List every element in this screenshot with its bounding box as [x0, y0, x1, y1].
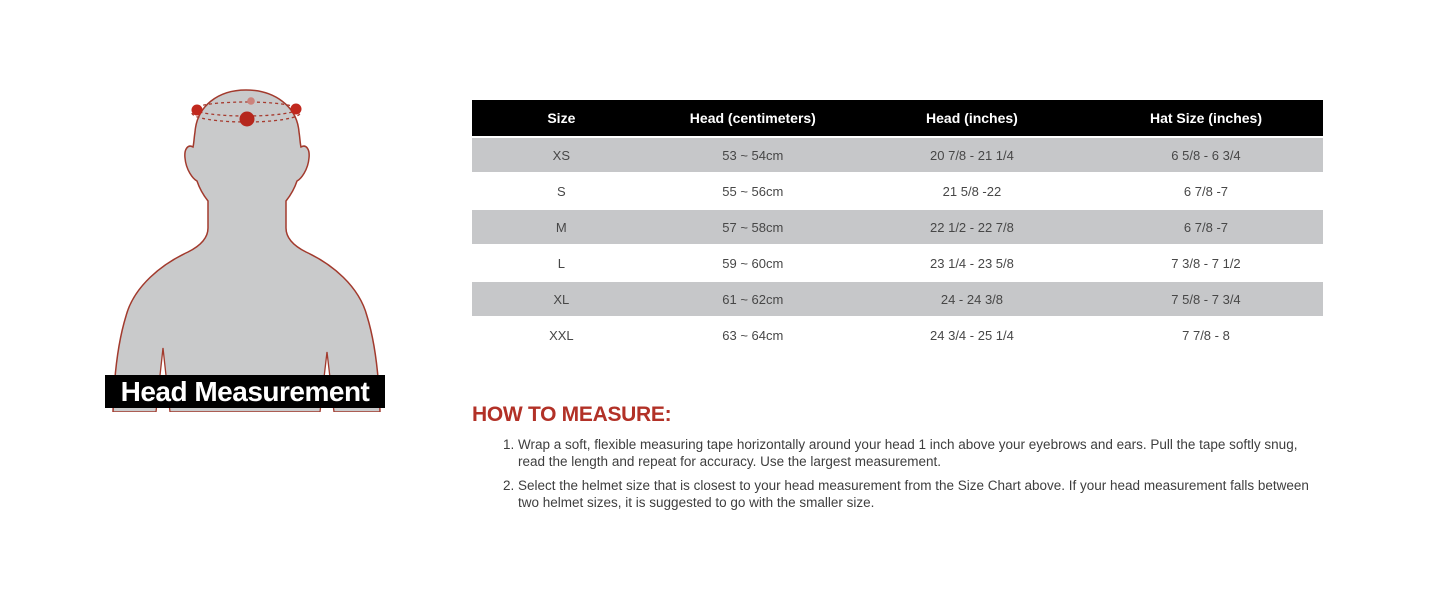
measurement-dot-back — [247, 97, 255, 105]
table-row — [472, 209, 1323, 245]
cell-cm: 63 ~ 64cm — [651, 317, 855, 353]
head-silhouette — [113, 90, 380, 412]
cell-inches: 24 - 24 3/8 — [855, 281, 1089, 317]
cell-cm: 53 ~ 54cm — [651, 137, 855, 173]
column-header-head-cm: Head (centimeters) — [651, 100, 855, 137]
how-to-measure-steps — [472, 436, 1323, 518]
cell-inches: 23 1/4 - 23 5/8 — [855, 245, 1089, 281]
table-row — [472, 281, 1323, 317]
cell-hat: 7 5/8 - 7 3/4 — [1089, 281, 1323, 317]
measure-step-1: 1. Wrap a soft, flexible measuring tape horizontally around your head 1 inch above your eyebrows and ears. Pull the tape softly snug, read the length and repeat for accuracy. Use the largest measurement. — [518, 436, 1323, 470]
cell-size: XS — [472, 137, 651, 173]
cell-hat: 6 5/8 - 6 3/4 — [1089, 137, 1323, 173]
cell-size: M — [472, 209, 651, 245]
column-header-hat-size: Hat Size (inches) — [1089, 100, 1323, 137]
table-row — [472, 317, 1323, 353]
measurement-dot-front — [240, 112, 255, 127]
cell-size: L — [472, 245, 651, 281]
how-to-measure-heading: HOW TO MEASURE: — [472, 403, 672, 426]
cell-hat: 7 3/8 - 7 1/2 — [1089, 245, 1323, 281]
cell-hat: 7 7/8 - 8 — [1089, 317, 1323, 353]
cell-cm: 59 ~ 60cm — [651, 245, 855, 281]
cell-inches: 24 3/4 - 25 1/4 — [855, 317, 1089, 353]
cell-inches: 21 5/8 -22 — [855, 173, 1089, 209]
table-row — [472, 245, 1323, 281]
cell-cm: 55 ~ 56cm — [651, 173, 855, 209]
size-chart — [472, 100, 1323, 354]
cell-cm: 61 ~ 62cm — [651, 281, 855, 317]
cell-inches: 20 7/8 - 21 1/4 — [855, 137, 1089, 173]
cell-hat: 6 7/8 -7 — [1089, 209, 1323, 245]
figure-caption: Head Measurement — [105, 375, 385, 408]
size-chart-table — [472, 100, 1323, 354]
measure-step-2: 2. Select the helmet size that is closest to your head measurement from the Size Chart above. If your head measurement falls between two helmet sizes, it is suggested to go with the smaller size. — [518, 477, 1323, 511]
column-header-head-in: Head (inches) — [855, 100, 1089, 137]
header-row — [472, 100, 1323, 137]
measurement-dot-left — [192, 105, 203, 116]
cell-size: S — [472, 173, 651, 209]
head-measurement-figure — [100, 80, 390, 412]
table-row — [472, 137, 1323, 173]
cell-inches: 22 1/2 - 22 7/8 — [855, 209, 1089, 245]
measurement-dot-right — [291, 104, 302, 115]
cell-hat: 6 7/8 -7 — [1089, 173, 1323, 209]
cell-cm: 57 ~ 58cm — [651, 209, 855, 245]
table-row — [472, 173, 1323, 209]
cell-size: XL — [472, 281, 651, 317]
cell-size: XXL — [472, 317, 651, 353]
column-header-size: Size — [472, 100, 651, 137]
